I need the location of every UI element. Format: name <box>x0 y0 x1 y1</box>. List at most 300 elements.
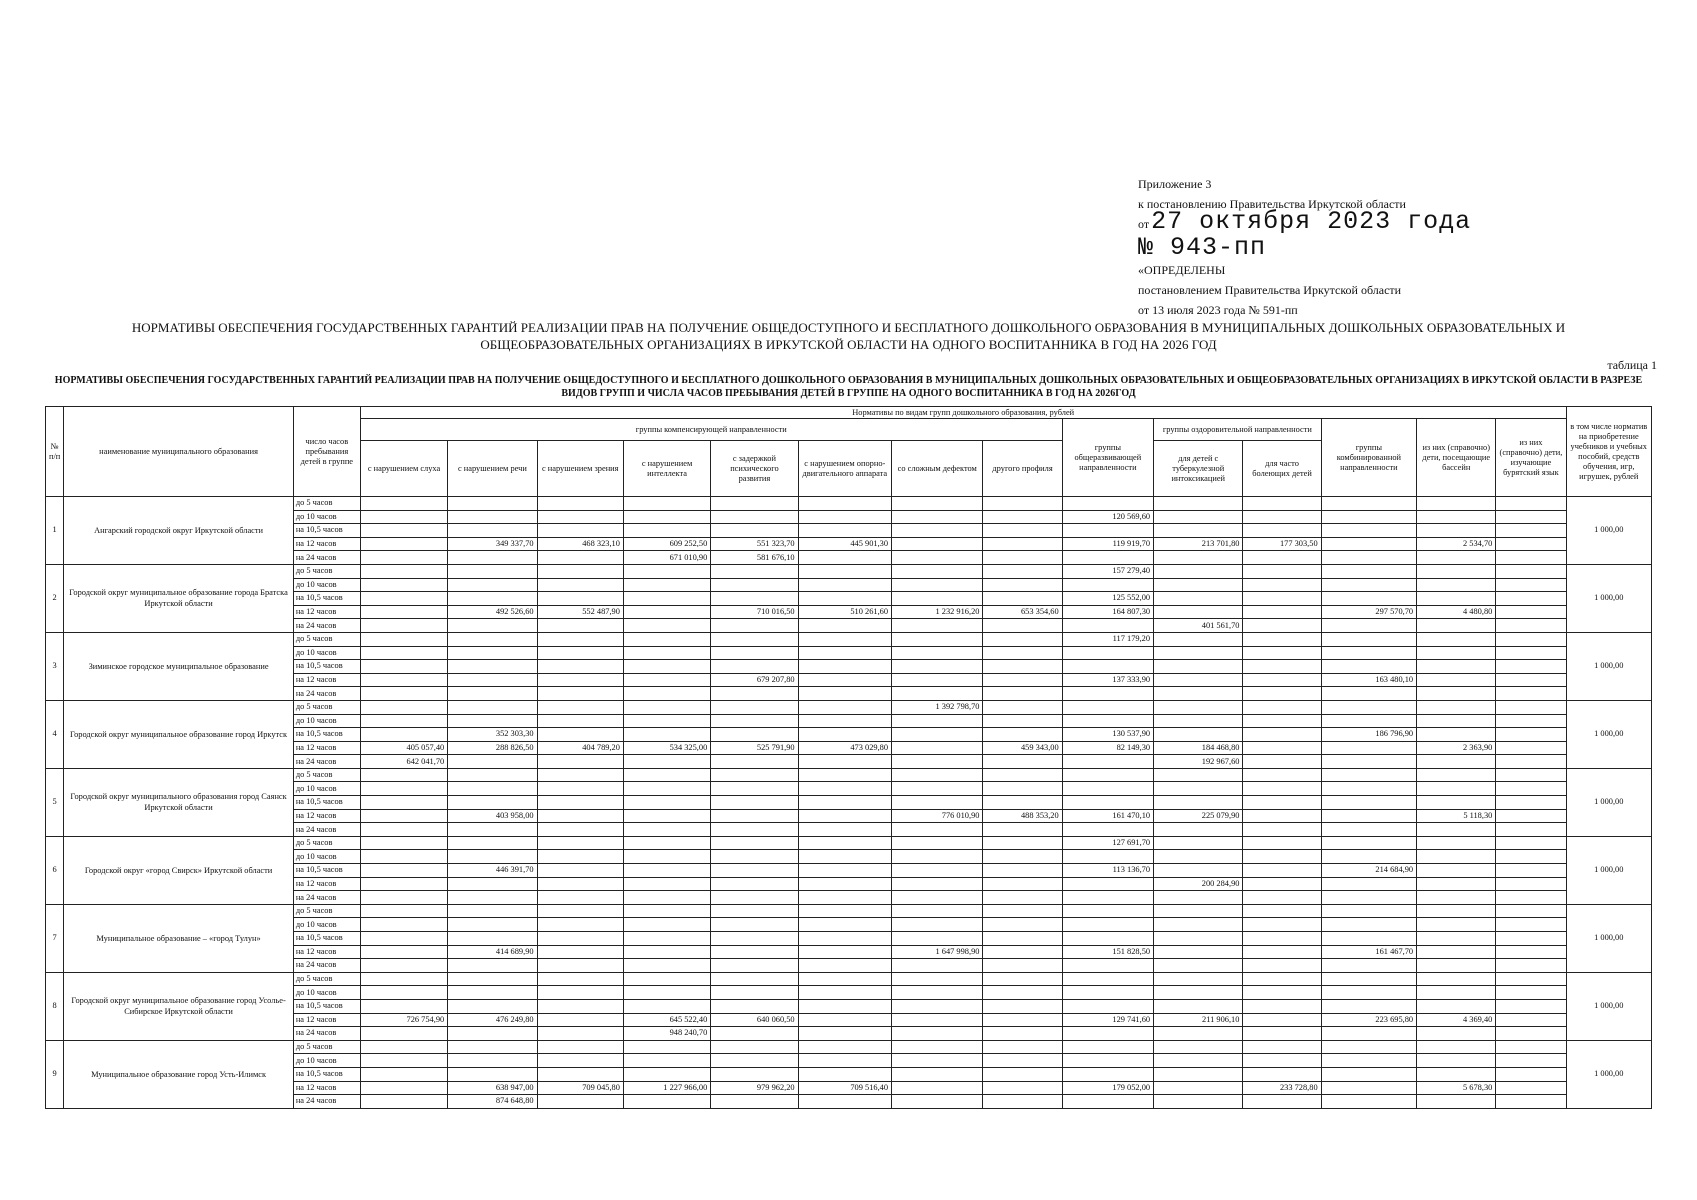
value-cell <box>1321 1095 1416 1109</box>
value-cell <box>983 864 1062 878</box>
value-cell: 638 947,00 <box>448 1081 537 1095</box>
value-cell <box>1243 714 1321 728</box>
value-cell <box>1154 700 1243 714</box>
value-cell <box>1062 768 1153 782</box>
value-cell <box>448 632 537 646</box>
value-cell <box>1417 904 1496 918</box>
value-cell <box>360 1040 447 1054</box>
value-cell <box>448 551 537 565</box>
value-cell <box>1243 1040 1321 1054</box>
value-cell: 164 807,30 <box>1062 605 1153 619</box>
value-cell <box>623 768 710 782</box>
value-cell <box>798 592 891 606</box>
value-cell <box>1243 551 1321 565</box>
hours-label: на 12 часов <box>293 809 360 823</box>
value-cell: 401 561,70 <box>1154 619 1243 633</box>
value-cell: 211 906,10 <box>1154 1013 1243 1027</box>
value-cell <box>360 904 447 918</box>
value-cell <box>711 809 798 823</box>
hours-label: до 5 часов <box>293 768 360 782</box>
value-cell <box>1243 497 1321 511</box>
value-cell <box>537 836 623 850</box>
value-cell <box>711 945 798 959</box>
value-cell <box>1321 619 1416 633</box>
value-cell <box>623 510 710 524</box>
value-cell <box>1154 959 1243 973</box>
value-cell <box>892 592 983 606</box>
value-cell <box>892 660 983 674</box>
value-cell <box>983 918 1062 932</box>
value-cell <box>798 619 891 633</box>
value-cell <box>1154 673 1243 687</box>
value-cell <box>711 714 798 728</box>
value-cell: 4 480,80 <box>1417 605 1496 619</box>
value-cell <box>537 578 623 592</box>
value-cell <box>798 700 891 714</box>
value-cell <box>983 1054 1062 1068</box>
value-cell <box>360 646 447 660</box>
value-cell <box>1243 918 1321 932</box>
value-cell <box>360 728 447 742</box>
value-cell <box>360 1081 447 1095</box>
value-cell: 1 227 966,00 <box>623 1081 710 1095</box>
value-cell <box>1243 564 1321 578</box>
value-cell <box>448 986 537 1000</box>
value-cell <box>983 510 1062 524</box>
value-cell <box>623 823 710 837</box>
value-cell <box>448 619 537 633</box>
value-cell <box>983 578 1062 592</box>
value-cell <box>1154 1095 1243 1109</box>
value-cell <box>1496 619 1566 633</box>
value-cell <box>537 564 623 578</box>
value-cell: 510 261,60 <box>798 605 891 619</box>
value-cell <box>537 823 623 837</box>
value-cell <box>1243 972 1321 986</box>
value-cell: 445 901,30 <box>798 537 891 551</box>
value-cell <box>1321 578 1416 592</box>
value-cell <box>623 524 710 538</box>
value-cell <box>983 782 1062 796</box>
value-cell <box>1243 809 1321 823</box>
value-cell <box>798 782 891 796</box>
value-cell <box>711 932 798 946</box>
municipality-name: Ангарский городской округ Иркутской области <box>64 497 294 565</box>
value-cell <box>1417 932 1496 946</box>
value-cell <box>798 673 891 687</box>
value-cell <box>711 918 798 932</box>
value-cell <box>798 632 891 646</box>
value-cell <box>798 918 891 932</box>
value-cell <box>983 673 1062 687</box>
hours-label: на 10,5 часов <box>293 524 360 538</box>
value-cell <box>892 537 983 551</box>
value-cell <box>798 809 891 823</box>
value-cell <box>537 632 623 646</box>
value-cell <box>1321 646 1416 660</box>
value-cell <box>537 700 623 714</box>
value-cell <box>892 986 983 1000</box>
value-cell <box>798 823 891 837</box>
value-cell <box>1243 782 1321 796</box>
value-cell <box>360 497 447 511</box>
value-cell <box>623 605 710 619</box>
value-cell <box>1417 1054 1496 1068</box>
value-cell <box>1496 768 1566 782</box>
value-cell: 113 136,70 <box>1062 864 1153 878</box>
value-cell <box>360 714 447 728</box>
municipality-name: Городской округ муниципального образования город Саянск Иркутской области <box>64 768 294 836</box>
value-cell <box>360 1095 447 1109</box>
value-cell <box>360 782 447 796</box>
value-cell <box>360 932 447 946</box>
value-cell <box>623 1040 710 1054</box>
value-cell: 468 323,10 <box>537 537 623 551</box>
value-cell: 476 249,80 <box>448 1013 537 1027</box>
row-number: 6 <box>46 836 64 904</box>
value-cell <box>1154 646 1243 660</box>
value-cell <box>1243 524 1321 538</box>
value-cell <box>1243 1095 1321 1109</box>
value-cell: 874 648,80 <box>448 1095 537 1109</box>
value-cell <box>1321 959 1416 973</box>
row-number: 7 <box>46 904 64 972</box>
value-cell <box>1496 918 1566 932</box>
value-cell <box>623 904 710 918</box>
value-cell <box>1321 497 1416 511</box>
value-cell <box>360 578 447 592</box>
value-cell <box>983 1013 1062 1027</box>
value-cell: 1 392 798,70 <box>892 700 983 714</box>
value-cell <box>1496 904 1566 918</box>
appendix-number: № 943-пп <box>1138 233 1267 262</box>
value-cell <box>983 524 1062 538</box>
value-cell <box>537 510 623 524</box>
hours-label: до 10 часов <box>293 986 360 1000</box>
value-cell <box>623 918 710 932</box>
value-cell <box>1154 551 1243 565</box>
value-cell <box>892 850 983 864</box>
row-number: 8 <box>46 972 64 1040</box>
value-cell <box>711 564 798 578</box>
value-cell <box>1321 687 1416 701</box>
value-cell: 534 325,00 <box>623 741 710 755</box>
hours-label: на 10,5 часов <box>293 932 360 946</box>
value-cell <box>1417 850 1496 864</box>
value-cell <box>360 864 447 878</box>
value-cell <box>1062 1054 1153 1068</box>
value-cell: 223 695,80 <box>1321 1013 1416 1027</box>
header-pool: из них (справочно) дети, посещающие бассейн <box>1417 419 1496 497</box>
value-cell <box>1417 755 1496 769</box>
value-cell <box>1417 796 1496 810</box>
value-cell <box>448 782 537 796</box>
hours-label: на 24 часов <box>293 959 360 973</box>
value-cell <box>711 660 798 674</box>
value-cell <box>360 999 447 1013</box>
value-cell <box>983 972 1062 986</box>
value-cell <box>1417 986 1496 1000</box>
value-cell <box>983 796 1062 810</box>
value-cell <box>1243 823 1321 837</box>
hours-label: на 10,5 часов <box>293 592 360 606</box>
value-cell <box>1154 864 1243 878</box>
value-cell <box>1321 1027 1416 1041</box>
value-cell <box>1062 1095 1153 1109</box>
value-cell <box>892 1095 983 1109</box>
value-cell: 948 240,70 <box>623 1027 710 1041</box>
value-cell <box>360 605 447 619</box>
value-cell: 225 079,90 <box>1154 809 1243 823</box>
value-cell: 125 552,00 <box>1062 592 1153 606</box>
value-cell <box>360 673 447 687</box>
value-cell <box>1062 497 1153 511</box>
value-cell <box>1321 1040 1416 1054</box>
value-cell: 119 919,70 <box>1062 537 1153 551</box>
value-cell <box>1417 551 1496 565</box>
value-cell <box>711 796 798 810</box>
value-cell <box>448 1040 537 1054</box>
row-number: 4 <box>46 700 64 768</box>
value-cell <box>1062 1040 1153 1054</box>
header-num: № п/п <box>46 407 64 497</box>
value-cell <box>1243 700 1321 714</box>
value-cell <box>623 877 710 891</box>
value-cell <box>360 1027 447 1041</box>
hours-label: до 10 часов <box>293 782 360 796</box>
value-cell <box>537 592 623 606</box>
value-cell <box>983 1081 1062 1095</box>
value-cell <box>892 551 983 565</box>
value-cell: 642 041,70 <box>360 755 447 769</box>
value-cell: 581 676,10 <box>711 551 798 565</box>
header-mental-delay: с задержкой психического развития <box>711 441 798 497</box>
appendix-resolution: к постановлению Правительства Иркутской области <box>1138 197 1406 211</box>
municipality-name: Муниципальное образование город Усть-Илимск <box>64 1040 294 1108</box>
value-cell <box>798 755 891 769</box>
value-cell <box>1154 728 1243 742</box>
value-cell <box>1417 497 1496 511</box>
header-compensating: группы компенсирующей направленности <box>360 419 1062 441</box>
value-cell <box>537 1095 623 1109</box>
value-cell <box>1417 891 1496 905</box>
value-cell <box>798 510 891 524</box>
value-cell <box>1154 836 1243 850</box>
value-cell <box>360 592 447 606</box>
value-cell <box>1496 497 1566 511</box>
value-cell <box>711 592 798 606</box>
value-cell <box>1154 524 1243 538</box>
value-cell <box>1243 1067 1321 1081</box>
value-cell <box>1417 782 1496 796</box>
value-cell <box>892 782 983 796</box>
hours-label: на 24 часов <box>293 891 360 905</box>
value-cell <box>1154 986 1243 1000</box>
value-cell <box>983 551 1062 565</box>
value-cell <box>623 632 710 646</box>
value-cell <box>892 755 983 769</box>
value-cell: 552 487,90 <box>537 605 623 619</box>
value-cell <box>983 700 1062 714</box>
value-cell <box>1062 578 1153 592</box>
value-cell <box>537 891 623 905</box>
value-cell <box>1154 1040 1243 1054</box>
value-cell <box>1243 891 1321 905</box>
value-cell: 709 516,40 <box>798 1081 891 1095</box>
value-cell <box>711 782 798 796</box>
header-combined: группы комбинированной направленности <box>1321 419 1416 497</box>
value-cell <box>1154 782 1243 796</box>
value-cell <box>892 1067 983 1081</box>
header-health: группы оздоровительной направленности <box>1154 419 1322 441</box>
row-number: 1 <box>46 497 64 565</box>
value-cell <box>1417 836 1496 850</box>
value-cell: 488 353,20 <box>983 809 1062 823</box>
value-cell <box>1321 877 1416 891</box>
value-cell <box>1154 632 1243 646</box>
value-cell <box>983 986 1062 1000</box>
normatives-table <box>45 406 1652 1109</box>
hours-label: на 24 часов <box>293 1095 360 1109</box>
value-cell <box>798 932 891 946</box>
value-cell <box>360 510 447 524</box>
value-cell <box>798 728 891 742</box>
value-cell: 349 337,70 <box>448 537 537 551</box>
table-row <box>46 564 1652 578</box>
value-cell <box>892 864 983 878</box>
value-cell <box>798 836 891 850</box>
value-cell <box>711 1040 798 1054</box>
value-cell <box>983 850 1062 864</box>
value-cell <box>1062 904 1153 918</box>
value-cell <box>1243 999 1321 1013</box>
value-cell <box>1417 714 1496 728</box>
table-row <box>46 700 1652 714</box>
value-cell <box>798 551 891 565</box>
value-cell <box>711 524 798 538</box>
value-cell <box>1321 551 1416 565</box>
header-hours: число часов пребывания детей в группе <box>293 407 360 497</box>
value-cell <box>1417 864 1496 878</box>
value-cell <box>1496 632 1566 646</box>
value-cell <box>1417 1067 1496 1081</box>
value-cell <box>983 728 1062 742</box>
hours-label: на 10,5 часов <box>293 796 360 810</box>
value-cell <box>711 768 798 782</box>
value-cell <box>448 646 537 660</box>
hours-label: на 12 часов <box>293 537 360 551</box>
value-cell <box>623 673 710 687</box>
value-cell <box>892 619 983 633</box>
value-cell: 710 016,50 <box>711 605 798 619</box>
value-cell <box>448 999 537 1013</box>
value-cell <box>892 972 983 986</box>
document-title: НОРМАТИВЫ ОБЕСПЕЧЕНИЯ ГОСУДАРСТВЕННЫХ ГАРАНТИЙ РЕАЛИЗАЦИИ ПРАВ НА ПОЛУЧЕНИЕ ОБЩЕДОСТУПНОГО И БЕСПЛАТНОГО ДОШКОЛЬНОГО ОБРАЗОВАНИЯ В МУНИЦИПАЛЬНЫХ ДОШКОЛЬНЫХ ОБРАЗОВАТЕЛЬНЫХ И ОБЩЕОБРАЗОВАТЕЛЬНЫХ ОРГАНИЗАЦИЯХ В ИРКУТСКОЙ ОБЛАСТИ НА ОДНОГО ВОСПИТАННИКА В ГОД НА 2026 ГОД <box>131 320 1566 352</box>
value-cell <box>798 959 891 973</box>
value-cell <box>1496 592 1566 606</box>
value-cell <box>892 904 983 918</box>
value-cell <box>537 782 623 796</box>
value-cell <box>1496 755 1566 769</box>
value-cell <box>537 687 623 701</box>
hours-label: на 12 часов <box>293 1081 360 1095</box>
value-cell <box>537 551 623 565</box>
value-cell <box>1243 619 1321 633</box>
value-cell <box>1062 959 1153 973</box>
hours-label: до 10 часов <box>293 578 360 592</box>
value-cell: 5 678,30 <box>1417 1081 1496 1095</box>
value-cell <box>1243 728 1321 742</box>
value-cell <box>711 877 798 891</box>
value-cell <box>711 1095 798 1109</box>
value-cell <box>1321 700 1416 714</box>
value-cell <box>1243 864 1321 878</box>
value-cell <box>798 497 891 511</box>
value-cell <box>1496 605 1566 619</box>
value-cell <box>448 687 537 701</box>
value-cell <box>623 755 710 769</box>
value-cell <box>1417 619 1496 633</box>
value-cell: 163 480,10 <box>1321 673 1416 687</box>
value-cell <box>1321 660 1416 674</box>
value-cell: 473 029,80 <box>798 741 891 755</box>
value-cell <box>983 687 1062 701</box>
value-cell <box>623 850 710 864</box>
value-cell <box>1417 687 1496 701</box>
value-cell <box>1496 796 1566 810</box>
value-cell <box>798 768 891 782</box>
value-cell <box>623 891 710 905</box>
value-cell: 192 967,60 <box>1154 755 1243 769</box>
value-cell: 120 569,60 <box>1062 510 1153 524</box>
value-cell <box>1243 605 1321 619</box>
value-cell <box>1321 823 1416 837</box>
value-cell <box>983 660 1062 674</box>
value-cell: 137 333,90 <box>1062 673 1153 687</box>
value-cell <box>537 932 623 946</box>
value-cell <box>448 877 537 891</box>
value-cell <box>1062 524 1153 538</box>
toys-normative: 1 000,00 <box>1566 632 1651 700</box>
value-cell: 679 207,80 <box>711 673 798 687</box>
value-cell <box>798 564 891 578</box>
value-cell <box>1496 972 1566 986</box>
value-cell <box>448 510 537 524</box>
value-cell: 640 060,50 <box>711 1013 798 1027</box>
value-cell <box>1417 1027 1496 1041</box>
row-number: 3 <box>46 632 64 700</box>
value-cell <box>711 904 798 918</box>
value-cell <box>1496 673 1566 687</box>
value-cell <box>537 660 623 674</box>
value-cell <box>623 809 710 823</box>
toys-normative: 1 000,00 <box>1566 768 1651 836</box>
value-cell <box>1321 932 1416 946</box>
hours-label: на 12 часов <box>293 945 360 959</box>
value-cell <box>1417 564 1496 578</box>
value-cell <box>537 999 623 1013</box>
value-cell <box>1154 1067 1243 1081</box>
value-cell <box>711 972 798 986</box>
value-cell <box>983 755 1062 769</box>
value-cell <box>1321 1054 1416 1068</box>
value-cell <box>1417 510 1496 524</box>
value-cell <box>623 1095 710 1109</box>
value-cell <box>448 700 537 714</box>
hours-label: до 10 часов <box>293 1054 360 1068</box>
value-cell <box>360 700 447 714</box>
value-cell <box>1321 809 1416 823</box>
